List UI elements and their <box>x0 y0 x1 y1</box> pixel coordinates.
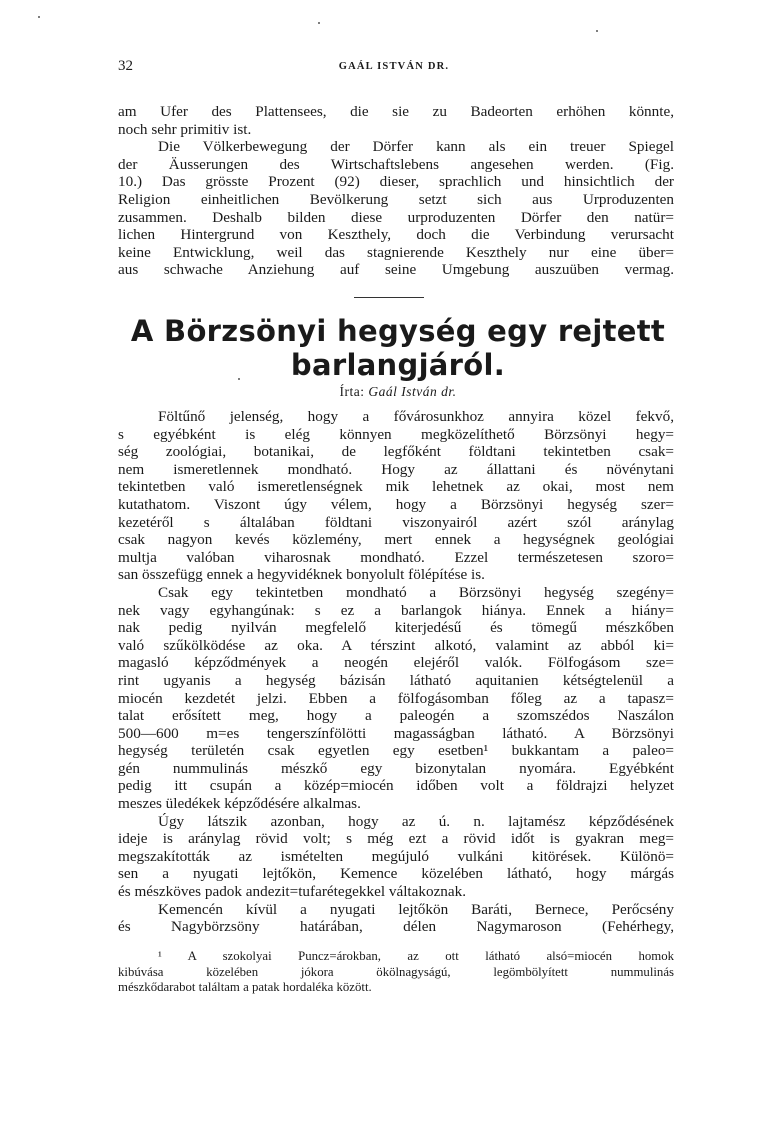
text-line: magasló képződmények a neogén elejéről valók. Fölfogásom sze= <box>118 654 674 672</box>
text-line: miocén kezdetét jelzi. Ebben a fölfogásomban főleg az a tapasz= <box>118 689 674 707</box>
text-line: rint ugyanis a hegység bázisán látható aquitanien kétségtelenül a <box>118 671 674 689</box>
text-line: zusammen. Deshalb bilden diese urproduzenten Dörfer den natür= <box>118 208 674 226</box>
text-line: aus schwache Anziehung auf seine Umgebung auszuüben vermag. <box>118 261 674 279</box>
intro-paragraph-1 <box>118 103 674 138</box>
text-line: Csak egy tekintetben mondható a Börzsönyi hegység szegény= <box>158 583 674 601</box>
byline-label: Írta: <box>339 384 365 399</box>
text-line: megszakították az ismételten megújuló vulkáni kitörések. Különö= <box>118 847 674 865</box>
text-line: der Äusserungen des Wirtschaftslebens angesehen werden. (Fig. <box>118 155 674 173</box>
text-line: Die Völkerbewegung der Dörfer kann als ein treuer Spiegel <box>158 138 674 156</box>
print-speck <box>318 22 320 24</box>
text-line: am Ufer des Plattensees, die sie zu Badeorten erhöhen könnte, <box>118 103 674 120</box>
text-line: sen a nyugati lejtőkön, Kemence közelében látható, hogy márgás <box>118 865 674 883</box>
print-speck <box>238 378 240 380</box>
text-line: noch sehr primitiv ist. <box>118 120 252 138</box>
footnote-line: kibúvása közelében jókora ökölnagyságú, legömbölyített nummulinás <box>118 964 674 979</box>
text-line: lichen Hintergrund von Keszthely, doch die Verbindung verursacht <box>118 226 674 244</box>
text-line: és Nagybörzsöny határában, délen Nagymaroson (Fehérhegy, <box>118 918 674 936</box>
text-line: Föltűnő jelenség, hogy a fővárosunkhoz annyira közel fekvő, <box>158 408 674 425</box>
text-line: nak pedig nyilván megfelelő kiterjedésű és tömegű mészkőben <box>118 619 674 637</box>
text-line: ség zoológiai, botanikai, de legfőként földtani tekintetben csak= <box>118 443 674 461</box>
text-line: meszes üledékek képződésére alkalmas. <box>118 795 361 813</box>
print-speck <box>596 30 598 32</box>
article-title-line-1: A Börzsönyi hegység egy rejtett <box>130 314 666 348</box>
body-paragraph-3 <box>118 813 674 901</box>
byline-author: Gaál István dr. <box>368 384 457 399</box>
text-line: pedig itt csupán a közép=miocén időben volt a földrajzi helyzet <box>118 777 674 795</box>
text-line: ideje is aránylag rövid volt; s még ezt a rövid időt is gyakran meg= <box>118 830 674 848</box>
text-line: kezetéről s általában földtani viszonyairól azért szól aránylag <box>118 513 674 531</box>
body-paragraph-4 <box>118 901 674 936</box>
running-head: GAÁL ISTVÁN DR. <box>338 61 450 72</box>
text-line: csak nagyon kevés közlemény, mert ennek a hegységnek geológiai <box>118 531 674 549</box>
article-title <box>118 314 678 382</box>
print-speck <box>38 16 40 18</box>
text-line: san összefügg ennek a hegyvidéknek bonyolult fölépítése is. <box>118 566 485 584</box>
footnote-line: ¹ A szokolyai Puncz=árokban, az ott látható alsó=miocén homok <box>158 949 674 963</box>
text-line: multja valóban viharosnak mondható. Ezzel természetesen szoro= <box>118 548 674 566</box>
article-title-line-2: barlangjáról. <box>290 348 506 382</box>
text-line: hegység területén csak egyetlen egy esetben¹ bukkantam a paleo= <box>118 742 674 760</box>
text-line: 500—600 m=es tengerszínfölötti magasságban látható. A Börzsönyi <box>118 724 674 742</box>
text-line: kutathatom. Viszont úgy vélem, hogy a Börzsönyi hegység szer= <box>118 495 674 513</box>
text-line: való szűkölködése az oka. A térszint alkotó, valamint az abból ki= <box>118 636 674 654</box>
body-paragraph-1 <box>118 408 674 584</box>
page-header <box>118 58 670 78</box>
text-line: keine Entwicklung, weil das stagnierende Keszthely nur eine über= <box>118 243 674 261</box>
body-paragraph-2 <box>118 584 674 813</box>
text-line: és mészköves padok andezit=tufarétegekkel váltakoznak. <box>118 883 467 901</box>
section-divider <box>354 297 424 298</box>
intro-text <box>118 103 674 279</box>
text-line: gén nummulinás mészkő egy bizonytalan nyomára. Egyébként <box>118 759 674 777</box>
footnote <box>118 949 674 996</box>
text-line: talat erősített meg, hogy a paleogén a szomszédos Naszálon <box>118 707 674 725</box>
byline <box>118 384 678 400</box>
intro-paragraph-2 <box>118 138 674 279</box>
text-line: Kemencén kívül a nyugati lejtőkön Baráti, Bernece, Perőcsény <box>158 900 674 918</box>
text-line: nem ismeretlennek mondható. Hogy az állattani és növénytani <box>118 460 674 478</box>
text-line: 10.) Das grösste Prozent (92) dieser, sprachlich und hinsichtlich der <box>118 173 674 191</box>
text-line: Úgy látszik azonban, hogy az ú. n. lajtamész képződésének <box>158 812 674 830</box>
text-line: tekintetben való ismeretlenségnek mik lehetnek az okai, most nem <box>118 478 674 496</box>
text-line: s egyébként is elég könnyen megközelíthető Börzsönyi hegy= <box>118 425 674 443</box>
footnote-line: mészkődarabot találtam a patak hordaléka között. <box>118 980 372 994</box>
text-line: nek vagy egyhangúnak: s ez a barlangok hiánya. Ennek a hiány= <box>118 601 674 619</box>
page-number: 32 <box>118 58 133 74</box>
text-line: Religion einheitlichen Bevölkerung setzt sich aus Urproduzenten <box>118 190 674 208</box>
article-body <box>118 408 674 936</box>
